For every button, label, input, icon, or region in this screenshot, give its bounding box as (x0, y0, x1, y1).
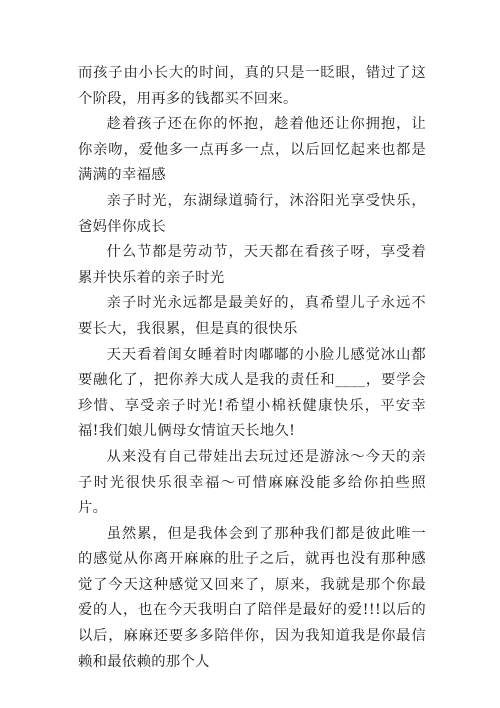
paragraph-5: 亲子时光永远都是最美好的，真希望儿子永远不要长大，我很累，但是真的很快乐 (78, 295, 426, 337)
paragraph-2: 趁着孩子还在你的怀抱，趁着他还让你拥抱，让你亲吻，爱他多一点再多一点，以后回忆起来也都是满满的幸福感 (78, 116, 426, 184)
paragraph-1: 而孩子由小长大的时间，真的只是一眨眼，错过了这个阶段，用再多的钱都买不回来。 (78, 65, 426, 107)
paragraph-4: 什么节都是劳动节，天天都在看孩子呀，享受着累并快乐着的亲子时光 (78, 244, 426, 286)
paragraph-7: 从来没有自己带娃出去玩过还是游泳～今天的亲子时光很快乐很幸福～可惜麻麻没能多给你拍些照片。 (78, 448, 426, 517)
paragraph-3: 亲子时光，东湖绿道骑行，沐浴阳光享受快乐，爸妈伴你成长 (78, 192, 426, 235)
document-body (78, 61, 426, 675)
paragraph-8: 虽然累，但是我体会到了那种我们都是彼此唯一的感觉从你离开麻麻的肚子之后，就再也没有那种感觉了今天这种感觉又回来了，原来，我就是那个你最爱的人，也在今天我明白了陪伴是最好的爱!!!以后的以后，麻麻还要多多陪伴你，因为我知道我是你最信赖和最依赖的那个人 (78, 525, 426, 670)
paragraph-6: 天天看着闺女睡着时肉嘟嘟的小脸儿感觉冰山都要融化了，把你养大成人是我的责任和____，要学会珍惜、享受亲子时光!希望小棉袄健康快乐，平安幸福!我们娘儿俩母女情谊天长地久! (78, 346, 426, 440)
